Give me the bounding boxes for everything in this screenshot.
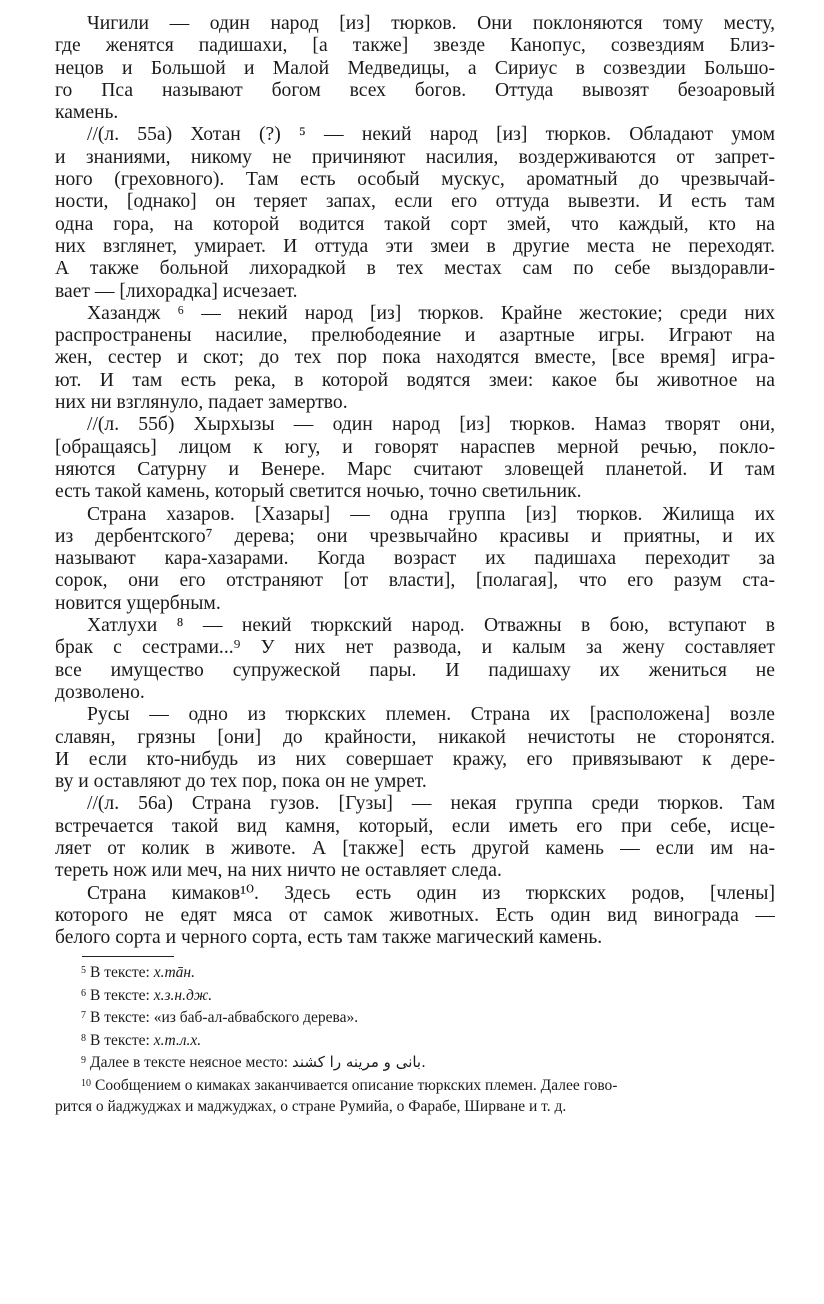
text-line: ляет от колик в животе. А [также] есть другой камень — если им на-	[55, 837, 775, 859]
text-line: Страна хазаров. [Хазары] — одна группа [из] тюрков. Жилища их	[87, 503, 775, 525]
text-line: славян, грязны [они] до крайности, никакой нечистоты не сторонятся.	[55, 726, 775, 748]
text-line: //(л. 55а) Хотан (?) ⁵ — некий народ [из] тюрков. Обладают умом	[87, 124, 775, 146]
footnote-text: В тексте:	[90, 1031, 154, 1049]
text-line: них ни взглянуло, падает замертво.	[55, 392, 348, 414]
text-line: вает — [лихорадка] исчезает.	[55, 280, 298, 302]
text-line: них взглянет, умирает. И оттуда эти змеи в другие места не переходят.	[55, 235, 775, 257]
footnote-transliteration: х.т.л.х.	[153, 1031, 202, 1049]
paragraph	[55, 883, 775, 950]
text-line: сорок, они его отстраняют [от власти], [полагая], что его разум ста-	[55, 570, 775, 592]
text-line: где женятся падишахи, [а также] звезде Канопус, созвездиям Близ-	[55, 35, 775, 57]
paragraph	[55, 793, 775, 882]
text-line: и знаниями, никому не причиняют насилия, воздерживаются от запрет-	[55, 146, 775, 168]
footnote-number: 6	[81, 987, 86, 999]
text-line: Русы — одно из тюркских племен. Страна их [расположена] возле	[87, 704, 775, 726]
footnote-number: 8	[81, 1032, 86, 1044]
text-line: белого сорта и черного сорта, есть там также магический камень.	[55, 927, 603, 949]
main-text	[55, 13, 775, 949]
text-line: ного (греховного). Там есть особый мускус, ароматный до чрезвычай-	[55, 169, 775, 191]
footnote-divider	[82, 956, 174, 957]
text-line: нецов и Большой и Малой Медведицы, а Сириус в созвездии Большо-	[55, 57, 775, 79]
text-line: ву и оставляют до тех пор, пока он не умрет.	[55, 771, 427, 793]
footnotes	[55, 961, 775, 1117]
text-line: называют кара-хазарами. Когда возраст их падишаха переходит за	[55, 548, 775, 570]
text-line: ют. И там есть река, в которой водятся змеи: какое бы животное на	[55, 369, 775, 391]
footnote	[55, 1074, 775, 1097]
text-line: Страна кимаков¹⁰. Здесь есть один из тюркских родов, [члены]	[87, 882, 775, 904]
text-line: няются Сатурну и Венере. Марс считают зловещей планетой. И там	[55, 458, 775, 480]
footnote-transliteration: х.тāн.	[153, 964, 195, 981]
footnote-text: В тексте:	[90, 964, 154, 981]
text-line: Хатлухи ⁸ — некий тюркский народ. Отважны в бою, вступают в	[87, 615, 775, 637]
footnote-number: 7	[81, 1010, 86, 1022]
footnote-text: Сообщением о кимаках заканчивается описание тюркских племен. Далее гово-	[95, 1076, 618, 1094]
text-line: брак с сестрами...⁹ У них нет развода, и калым за жену составляет	[55, 637, 775, 659]
footnote	[55, 1051, 775, 1074]
text-line: жен, сестер и скот; до тех пор пока находятся вместе, [все время] игра-	[55, 347, 775, 369]
text-line: го Пса называют богом всех богов. Оттуда вывозят безоаровый	[55, 79, 775, 101]
text-line: А также больной лихорадкой в тех местах сам по себе выздоравли-	[55, 258, 775, 280]
footnote-text: рится о йаджуджах и маджуджах, о стране Румийа, о Фарабе, Ширване и т. д.	[55, 1097, 567, 1115]
paragraph	[55, 124, 775, 302]
text-line: [обращаясь] лицом к югу, и говорят нараспев мерной речью, покло-	[55, 436, 775, 458]
footnote	[55, 1029, 775, 1052]
text-line: все имущество супружеской пары. И падишаху их жениться не	[55, 659, 775, 681]
text-line: которого не едят мяса от самок животных. Есть один вид винограда —	[55, 904, 775, 926]
paragraph	[55, 414, 775, 503]
paragraph	[55, 704, 775, 793]
text-line: Чигили — один народ [из] тюрков. Они поклоняются тому месту,	[87, 13, 775, 34]
footnote-number: 10	[81, 1077, 91, 1089]
footnote	[55, 1006, 775, 1029]
text-line: новится ущербным.	[55, 592, 221, 614]
footnote-number: 5	[81, 965, 86, 976]
paragraph	[55, 504, 775, 615]
paragraph	[55, 615, 775, 704]
footnote-text: В тексте: «из баб-ал-абвабского дерева».	[90, 1009, 359, 1027]
footnote-transliteration: х.з.н.дж.	[153, 986, 213, 1004]
text-line: есть такой камень, который светится ночью, точно светильник.	[55, 481, 582, 503]
text-line: одна гора, на которой водится такой сорт змей, что каждый, кто на	[55, 213, 775, 235]
paragraph	[55, 13, 775, 124]
text-line: тереть нож или меч, на них ничто не оставляет следа.	[55, 860, 502, 882]
footnote	[55, 961, 775, 984]
footnote	[55, 984, 775, 1007]
text-line: из дербентского⁷ дерева; они чрезвычайно красивы и приятны, и их	[55, 525, 775, 547]
text-line: Хазандж ⁶ — некий народ [из] тюрков. Крайне жестокие; среди них	[87, 302, 775, 324]
footnote	[55, 1097, 775, 1118]
footnote-text: Далее в тексте неясное место:	[90, 1054, 292, 1072]
footnote-arabic-text: بانی و مرینه را کشند.	[291, 1053, 426, 1072]
footnote-text: В тексте:	[90, 986, 154, 1004]
text-line: камень.	[55, 102, 119, 124]
text-line: встречается такой вид камня, который, если иметь его при себе, исце-	[55, 815, 775, 837]
paragraph	[55, 303, 775, 414]
text-line: //(л. 55б) Хырхызы — один народ [из] тюрков. Намаз творят они,	[87, 414, 775, 436]
text-line: распространены насилие, прелюбодеяние и азартные игры. Играют на	[55, 325, 775, 347]
footnote-number: 9	[81, 1055, 86, 1067]
text-line: И если кто-нибудь из них совершает кражу, его привязывают к дере-	[55, 748, 775, 770]
text-line: дозволено.	[55, 681, 145, 703]
text-line: ности, [однако] он теряет запах, если его оттуда вывезти. И есть там	[55, 191, 775, 213]
text-line: //(л. 56а) Страна гузов. [Гузы] — некая группа среди тюрков. Там	[87, 793, 775, 815]
